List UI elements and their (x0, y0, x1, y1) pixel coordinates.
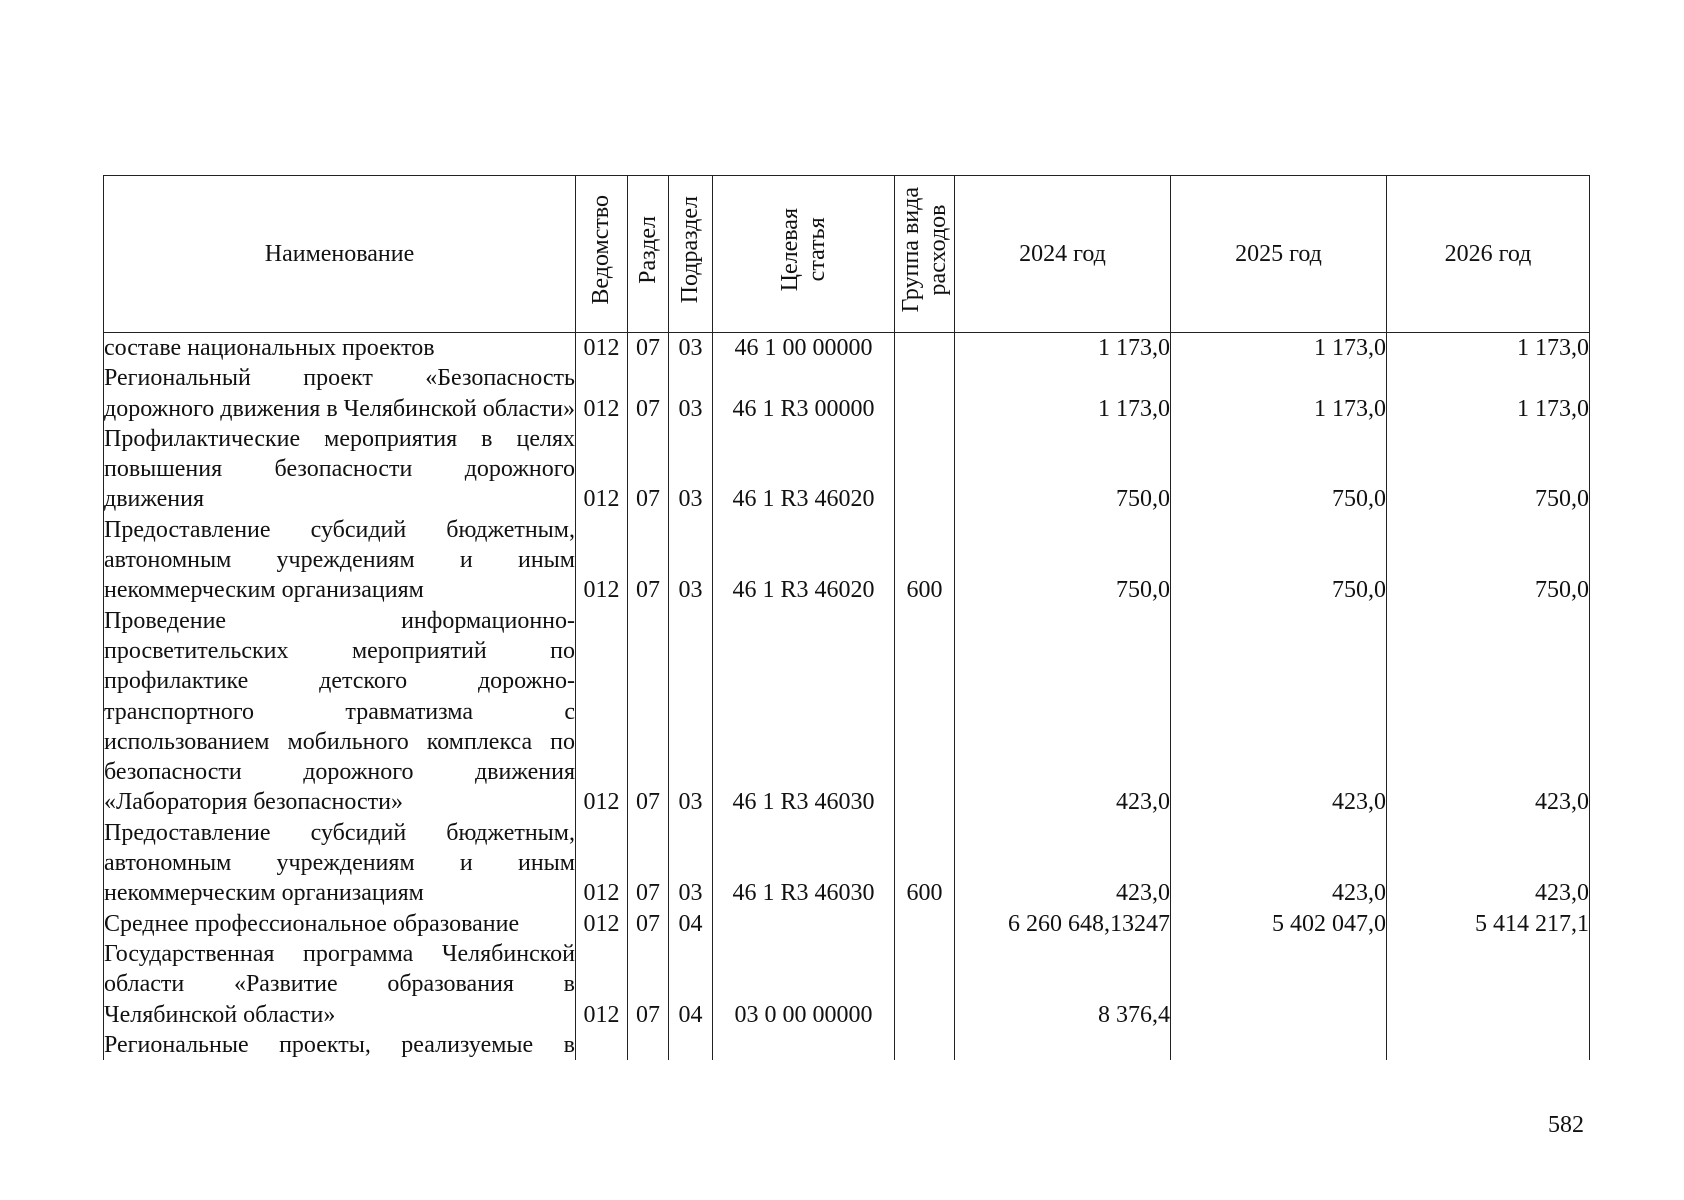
row-target: 03 0 00 00000 (713, 939, 895, 1030)
row-name: Государственная программа Челябинской области «Развитие образования в Челябинской области» (104, 939, 576, 1030)
row-group (895, 1030, 955, 1060)
row-target: 46 1 R3 46020 (713, 424, 895, 515)
header-2026: 2026 год (1387, 176, 1590, 333)
row-section: 07 (628, 424, 669, 515)
table-row (104, 424, 1590, 515)
row-target (713, 1030, 895, 1060)
row-dept: 012 (576, 333, 628, 364)
table-row (104, 363, 1590, 424)
header-dept: Ведомство (576, 176, 628, 333)
row-2024: 750,0 (955, 515, 1171, 606)
row-section: 07 (628, 909, 669, 939)
row-subsection: 04 (669, 909, 713, 939)
header-2025: 2025 год (1171, 176, 1387, 333)
row-section: 07 (628, 333, 669, 364)
row-2024: 1 173,0 (955, 363, 1171, 424)
row-section: 07 (628, 818, 669, 909)
header-group: Группа вида расходов (895, 176, 955, 333)
row-2025 (1171, 939, 1387, 1030)
table-row (104, 1030, 1590, 1060)
row-dept: 012 (576, 909, 628, 939)
row-target: 46 1 R3 46020 (713, 515, 895, 606)
row-group: 600 (895, 515, 955, 606)
row-2025: 423,0 (1171, 606, 1387, 818)
table-row (104, 333, 1590, 364)
row-2025: 1 173,0 (1171, 333, 1387, 364)
row-dept: 012 (576, 939, 628, 1030)
header-subsection: Подраздел (669, 176, 713, 333)
table-row (104, 606, 1590, 818)
table-row (104, 818, 1590, 909)
row-2025: 5 402 047,0 (1171, 909, 1387, 939)
row-group (895, 909, 955, 939)
row-dept: 012 (576, 363, 628, 424)
row-subsection: 03 (669, 818, 713, 909)
row-group (895, 333, 955, 364)
table-header-row (104, 176, 1590, 333)
row-subsection: 03 (669, 333, 713, 364)
row-section: 07 (628, 939, 669, 1030)
row-2026: 423,0 (1387, 606, 1590, 818)
row-2024: 8 376,4 (955, 939, 1171, 1030)
row-section: 07 (628, 515, 669, 606)
table-row (104, 909, 1590, 939)
row-2024: 6 260 648,13247 (955, 909, 1171, 939)
row-2024 (955, 1030, 1171, 1060)
row-2025: 423,0 (1171, 818, 1387, 909)
row-2026: 423,0 (1387, 818, 1590, 909)
row-2025: 750,0 (1171, 515, 1387, 606)
row-section: 07 (628, 606, 669, 818)
row-name: Профилактические мероприятия в целях повышения безопасности дорожного движения (104, 424, 576, 515)
row-name: Проведение информационно-просветительских мероприятий по профилактике детского дорожно-транспортного травматизма с использованием мобильного комплекса по безопасности дорожного движения «Лаборатория безопасности» (104, 606, 576, 818)
row-2024: 1 173,0 (955, 333, 1171, 364)
row-section (628, 1030, 669, 1060)
row-2026 (1387, 939, 1590, 1030)
row-subsection (669, 1030, 713, 1060)
row-2025: 750,0 (1171, 424, 1387, 515)
row-subsection: 03 (669, 515, 713, 606)
row-name: Региональный проект «Безопасность дорожного движения в Челябинской области» (104, 363, 576, 424)
row-2024: 423,0 (955, 818, 1171, 909)
row-name: Предоставление субсидий бюджетным, автономным учреждениям и иным некоммерческим организациям (104, 515, 576, 606)
header-name: Наименование (104, 176, 576, 333)
row-name: Среднее профессиональное образование (104, 909, 576, 939)
row-target (713, 909, 895, 939)
row-2025: 1 173,0 (1171, 363, 1387, 424)
row-group (895, 606, 955, 818)
row-2025 (1171, 1030, 1387, 1060)
row-2026: 5 414 217,1 (1387, 909, 1590, 939)
row-dept: 012 (576, 606, 628, 818)
row-dept: 012 (576, 818, 628, 909)
page-number: 582 (1548, 1112, 1584, 1138)
row-group: 600 (895, 818, 955, 909)
row-2026: 1 173,0 (1387, 363, 1590, 424)
row-group (895, 939, 955, 1030)
row-group (895, 363, 955, 424)
table-row (104, 515, 1590, 606)
row-2026 (1387, 1030, 1590, 1060)
row-target: 46 1 R3 46030 (713, 818, 895, 909)
row-subsection: 04 (669, 939, 713, 1030)
budget-table (103, 175, 1590, 1060)
row-2024: 750,0 (955, 424, 1171, 515)
row-subsection: 03 (669, 363, 713, 424)
row-target: 46 1 R3 46030 (713, 606, 895, 818)
row-2024: 423,0 (955, 606, 1171, 818)
row-2026: 1 173,0 (1387, 333, 1590, 364)
row-group (895, 424, 955, 515)
row-name: Региональные проекты, реализуемые в (104, 1030, 576, 1060)
row-subsection: 03 (669, 606, 713, 818)
row-target: 46 1 00 00000 (713, 333, 895, 364)
table-row (104, 939, 1590, 1030)
row-section: 07 (628, 363, 669, 424)
row-2026: 750,0 (1387, 424, 1590, 515)
row-name: составе национальных проектов (104, 333, 576, 364)
row-dept (576, 1030, 628, 1060)
row-name: Предоставление субсидий бюджетным, автономным учреждениям и иным некоммерческим организациям (104, 818, 576, 909)
row-2026: 750,0 (1387, 515, 1590, 606)
header-section: Раздел (628, 176, 669, 333)
header-target: Целевая статья (713, 176, 895, 333)
row-target: 46 1 R3 00000 (713, 363, 895, 424)
row-subsection: 03 (669, 424, 713, 515)
row-dept: 012 (576, 515, 628, 606)
row-dept: 012 (576, 424, 628, 515)
header-2024: 2024 год (955, 176, 1171, 333)
